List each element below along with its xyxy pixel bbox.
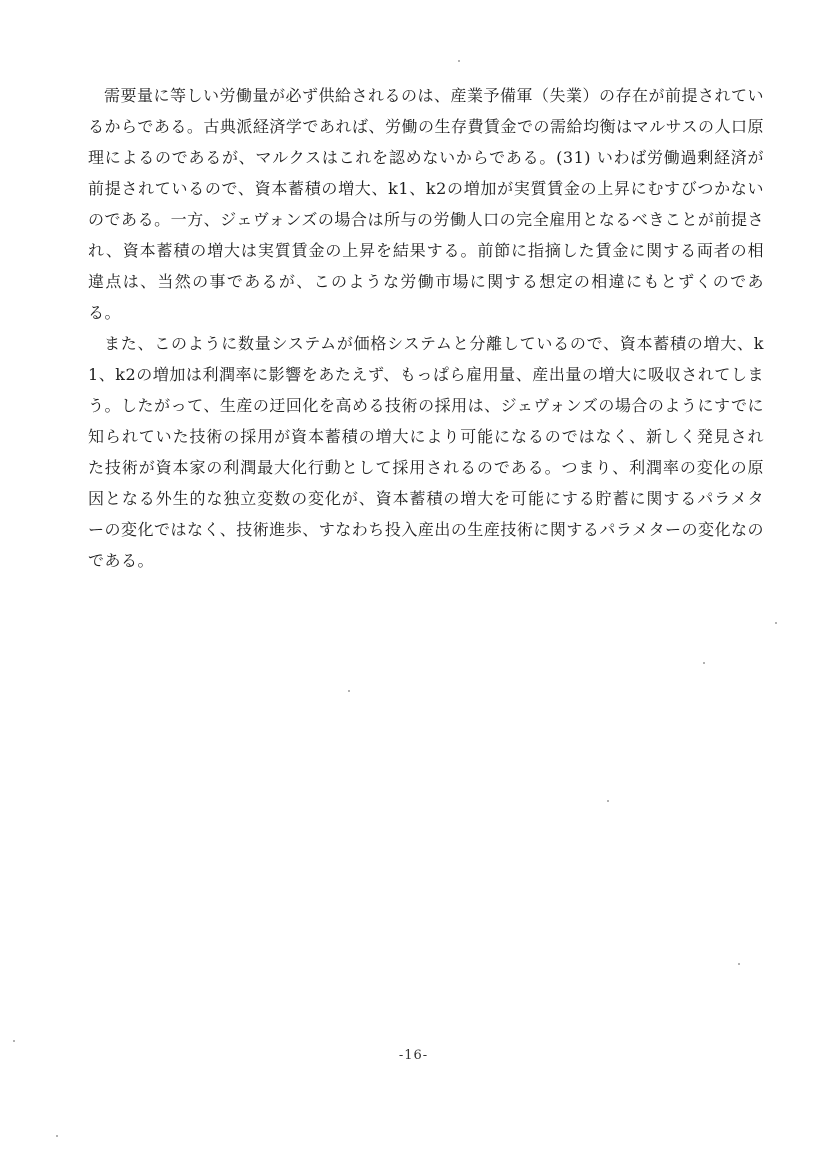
scan-speck bbox=[703, 662, 705, 664]
page-number: -16- bbox=[398, 1048, 429, 1063]
paragraph-2: また、このように数量システムが価格システムと分離しているので、資本蓄積の増大、k1、k2の増加は利潤率に影響をあたえず、もっぱら雇用量、産出量の増大に吸収されてしまう。したがって、生産の迂回化を高める技術の採用は、ジェヴォンズの場合のようにすでに知られていた技術の採用が資本蓄積の増大により可能になるのではなく、新しく発見された技術が資本家の利潤最大化行動として採用されるのである。つまり、利潤率の変化の原因となる外生的な独立変数の変化が、資本蓄積の増大を可能にする貯蓄に関するパラメターの変化ではなく、技術進歩、すなわち投入産出の生産技術に関するパラメターの変化なのである。 bbox=[88, 334, 764, 570]
paragraph-1: 需要量に等しい労働量が必ず供給されるのは、産業予備軍（失業）の存在が前提されているからである。古典派経済学であれば、労働の生存費賃金での需給均衡はマルサスの人口原理によるのであるが、マルクスはこれを認めないからである。(31) いわば労働過剰経済が前提されているので、資本蓄積の増大、k1、k2の増加が実質賃金の上昇にむすびつかないのである。一方、ジェヴォンズの場合は所与の労働人口の完全雇用となるべきことが前提され、資本蓄積の増大は実質賃金の上昇を結果する。前節に指摘した賃金に関する両者の相違点は、当然の事であるが、このような労働市場に関する想定の相違にもとずくのである。 bbox=[88, 86, 765, 322]
scan-speck bbox=[56, 1135, 58, 1137]
scan-speck bbox=[458, 60, 460, 62]
scan-speck bbox=[13, 1040, 15, 1042]
scan-speck bbox=[775, 622, 777, 624]
scan-speck bbox=[607, 800, 609, 802]
scan-speck bbox=[348, 690, 350, 692]
body-text bbox=[88, 80, 764, 576]
scan-speck bbox=[738, 963, 740, 965]
